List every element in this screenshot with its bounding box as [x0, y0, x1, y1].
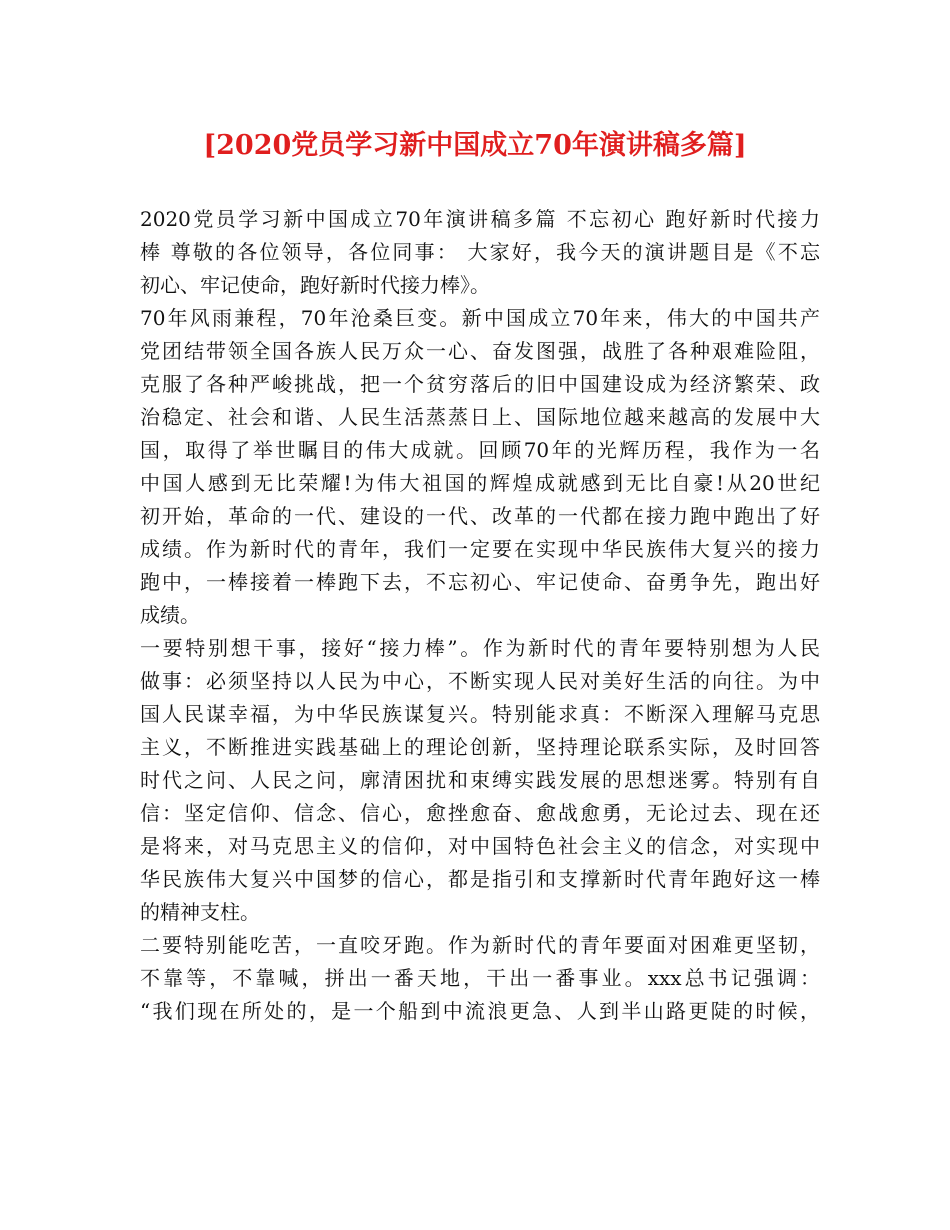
body-line: 时代之问、人民之问，廓清困扰和束缚实践发展的思想迷雾。特别有自: [140, 768, 820, 792]
body-line: 克服了各种严峻挑战，把一个贫穷落后的旧中国建设成为经济繁荣、政: [140, 372, 820, 396]
body-line: 做事：必须坚持以人民为中心，不断实现人民对美好生活的向往。为中: [140, 669, 820, 693]
document-body: [140, 203, 820, 1028]
document-title: [2020党员学习新中国成立70年演讲稿多篇]: [203, 130, 747, 161]
body-line: 70年风雨兼程，70年沧桑巨变。新中国成立70年来，伟大的中国共产: [140, 306, 820, 330]
body-line: 二要特别能吃苦，一直咬牙跑。作为新时代的青年要面对困难更坚韧，: [140, 933, 820, 957]
body-line: 成绩。: [140, 603, 200, 627]
body-line: 成绩。作为新时代的青年，我们一定要在实现中华民族伟大复兴的接力: [140, 537, 820, 561]
body-line: “我们现在所处的，是一个船到中流浪更急、人到半山路更陡的时候，: [140, 999, 820, 1023]
body-line: 党团结带领全国各族人民万众一心、奋发图强，战胜了各种艰难险阻，: [140, 339, 820, 363]
body-line: 中国人感到无比荣耀!为伟大祖国的辉煌成就感到无比自豪!从20世纪: [140, 471, 820, 495]
body-line: 棒 尊敬的各位领导，各位同事： 大家好，我今天的演讲题目是《不忘: [140, 240, 820, 264]
body-line: 不靠等，不靠喊，拼出一番天地，干出一番事业。xxx总书记强调：: [140, 966, 820, 990]
body-line: 信：坚定信仰、信念、信心，愈挫愈奋、愈战愈勇，无论过去、现在还: [140, 801, 820, 825]
body-line: 的精神支柱。: [140, 900, 260, 924]
body-line: 跑中，一棒接着一棒跑下去，不忘初心、牢记使命、奋勇争先，跑出好: [140, 570, 820, 594]
body-line: 国人民谋幸福，为中华民族谋复兴。特别能求真：不断深入理解马克思: [140, 702, 820, 726]
body-line: 治稳定、社会和谐、人民生活蒸蒸日上、国际地位越来越高的发展中大: [140, 405, 820, 429]
body-line: 是将来，对马克思主义的信仰，对中国特色社会主义的信念，对实现中: [140, 834, 820, 858]
body-line: 主义，不断推进实践基础上的理论创新，坚持理论联系实际，及时回答: [140, 735, 820, 759]
body-line: 一要特别想干事，接好“接力棒”。作为新时代的青年要特别想为人民: [140, 636, 820, 660]
body-line: 国，取得了举世瞩目的伟大成就。回顾70年的光辉历程，我作为一名: [140, 438, 820, 462]
body-line: 华民族伟大复兴中国梦的信心，都是指引和支撑新时代青年跑好这一棒: [140, 867, 820, 891]
body-line: 初开始，革命的一代、建设的一代、改革的一代都在接力跑中跑出了好: [140, 504, 820, 528]
body-line: 初心、牢记使命，跑好新时代接力棒》。: [140, 273, 490, 297]
body-line: 2020党员学习新中国成立70年演讲稿多篇 不忘初心 跑好新时代接力: [140, 207, 820, 231]
